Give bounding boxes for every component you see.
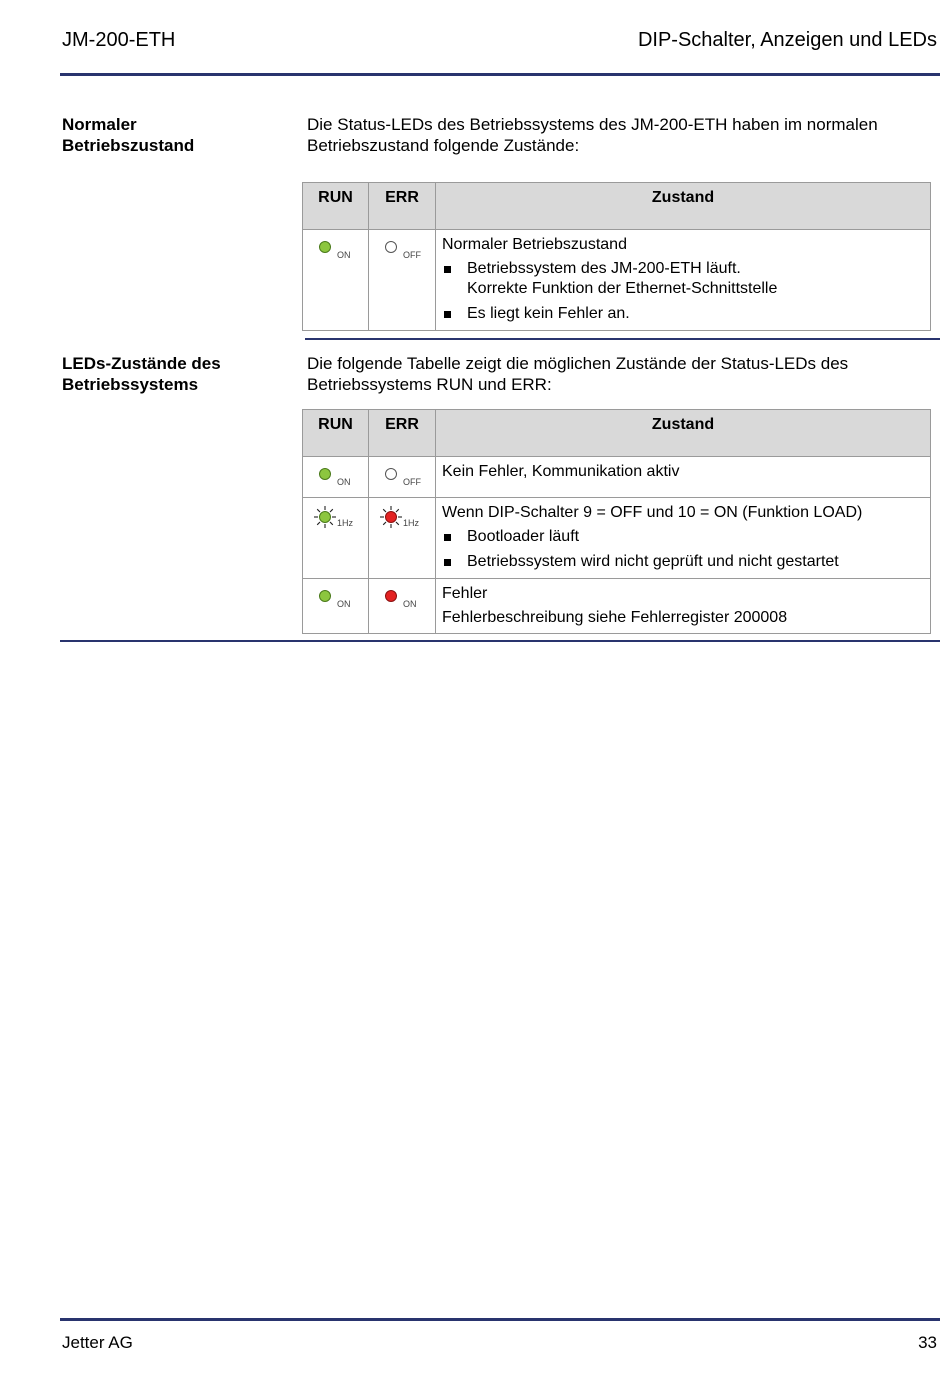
- state-title: Kein Fehler, Kommunikation aktiv: [442, 463, 680, 480]
- run-led-cell: [303, 498, 369, 579]
- column-header-err: ERR: [369, 410, 436, 457]
- column-header-run: RUN: [303, 410, 369, 457]
- state-title: Normaler Betriebszustand: [442, 236, 627, 253]
- state-cell: [436, 579, 931, 634]
- err-led-label: ON: [403, 599, 417, 609]
- err-led-cell: [369, 498, 436, 579]
- err-led-on-icon: [385, 590, 397, 602]
- state-cell: [436, 457, 931, 498]
- state-bullet-line: Bootloader läuft: [467, 528, 580, 545]
- err-led-label: OFF: [403, 250, 421, 260]
- run-led-label: ON: [337, 250, 351, 260]
- err-led-cell: [369, 579, 436, 634]
- err-led-off-icon: [385, 241, 397, 253]
- run-led-label: ON: [337, 477, 351, 487]
- column-header-run: RUN: [303, 183, 369, 230]
- run-led-cell: [303, 457, 369, 498]
- header-doc-title: JM-200-ETH: [62, 29, 176, 51]
- table-row: [303, 579, 931, 634]
- run-led-on-icon: [319, 468, 331, 480]
- state-bullet-list: [442, 527, 924, 572]
- err-led-label: 1Hz: [403, 518, 420, 528]
- state-bullet-line: Betriebssystem wird nicht geprüft und nicht gestartet: [467, 553, 839, 570]
- run-led-cell: [303, 579, 369, 634]
- section1-intro-line1: Die Status-LEDs des Betriebssystems des JM-200-ETH haben im normalen: [307, 115, 878, 134]
- err-led-label: OFF: [403, 477, 421, 487]
- section2-title: [62, 353, 282, 395]
- table-row: [303, 498, 931, 579]
- section1-intro-line2: Betriebszustand folgende Zustände:: [307, 136, 580, 155]
- state-bullet-line: Korrekte Funktion der Ethernet-Schnittstelle: [467, 280, 778, 297]
- section1-intro: [307, 114, 927, 156]
- table-row: [303, 457, 931, 498]
- section2-led-table: [302, 409, 931, 634]
- state-cell: [436, 498, 931, 579]
- err-led-cell: [369, 230, 436, 331]
- footer-rule: [60, 1318, 940, 1321]
- section2-title-line2: Betriebssystems: [62, 375, 199, 394]
- section1-title: [62, 114, 282, 156]
- section-separator: [305, 338, 940, 340]
- section2-intro: [307, 353, 927, 395]
- state-bullet: [442, 527, 924, 547]
- section2-title-line1: LEDs-Zustände des: [62, 354, 221, 373]
- section-end-rule: [60, 640, 940, 642]
- state-title: Fehler: [442, 585, 488, 602]
- column-header-err: ERR: [369, 183, 436, 230]
- err-led-off-icon: [385, 468, 397, 480]
- header-chapter-title: DIP-Schalter, Anzeigen und LEDs: [637, 29, 937, 51]
- run-led-on-icon: [319, 590, 331, 602]
- state-cell: [436, 230, 931, 331]
- header-rule: [60, 73, 940, 76]
- table-header-row: [303, 410, 931, 457]
- section1-title-line2: Betriebszustand: [62, 136, 195, 155]
- state-title: Wenn DIP-Schalter 9 = OFF und 10 = ON (Funktion LOAD): [442, 504, 863, 521]
- column-header-state: Zustand: [436, 410, 931, 457]
- state-description: Fehlerbeschreibung siehe Fehlerregister 200008: [442, 609, 788, 626]
- state-bullet: [442, 259, 924, 299]
- table-header-row: [303, 183, 931, 230]
- state-bullet: [442, 304, 924, 324]
- state-bullet: [442, 552, 924, 572]
- run-led-label: ON: [337, 599, 351, 609]
- column-header-state: Zustand: [436, 183, 931, 230]
- section1-title-line1: Normaler: [62, 115, 137, 134]
- footer-page-number: 33: [918, 1333, 937, 1352]
- state-bullet-line: Betriebssystem des JM-200-ETH läuft.: [467, 260, 741, 277]
- err-led-cell: [369, 457, 436, 498]
- run-led-on-icon: [319, 241, 331, 253]
- run-led-blinking-icon: [313, 505, 337, 529]
- section2-intro-line2: Betriebssystems RUN und ERR:: [307, 375, 552, 394]
- footer-company: Jetter AG: [62, 1333, 133, 1352]
- run-led-cell: [303, 230, 369, 331]
- table-row: [303, 230, 931, 331]
- err-led-blinking-icon: [379, 505, 403, 529]
- state-bullet-list: [442, 259, 924, 324]
- section2-intro-line1: Die folgende Tabelle zeigt die möglichen Zustände der Status-LEDs des: [307, 354, 849, 373]
- run-led-label: 1Hz: [337, 518, 354, 528]
- section1-led-table: [302, 182, 931, 331]
- state-bullet-line: Es liegt kein Fehler an.: [467, 305, 630, 322]
